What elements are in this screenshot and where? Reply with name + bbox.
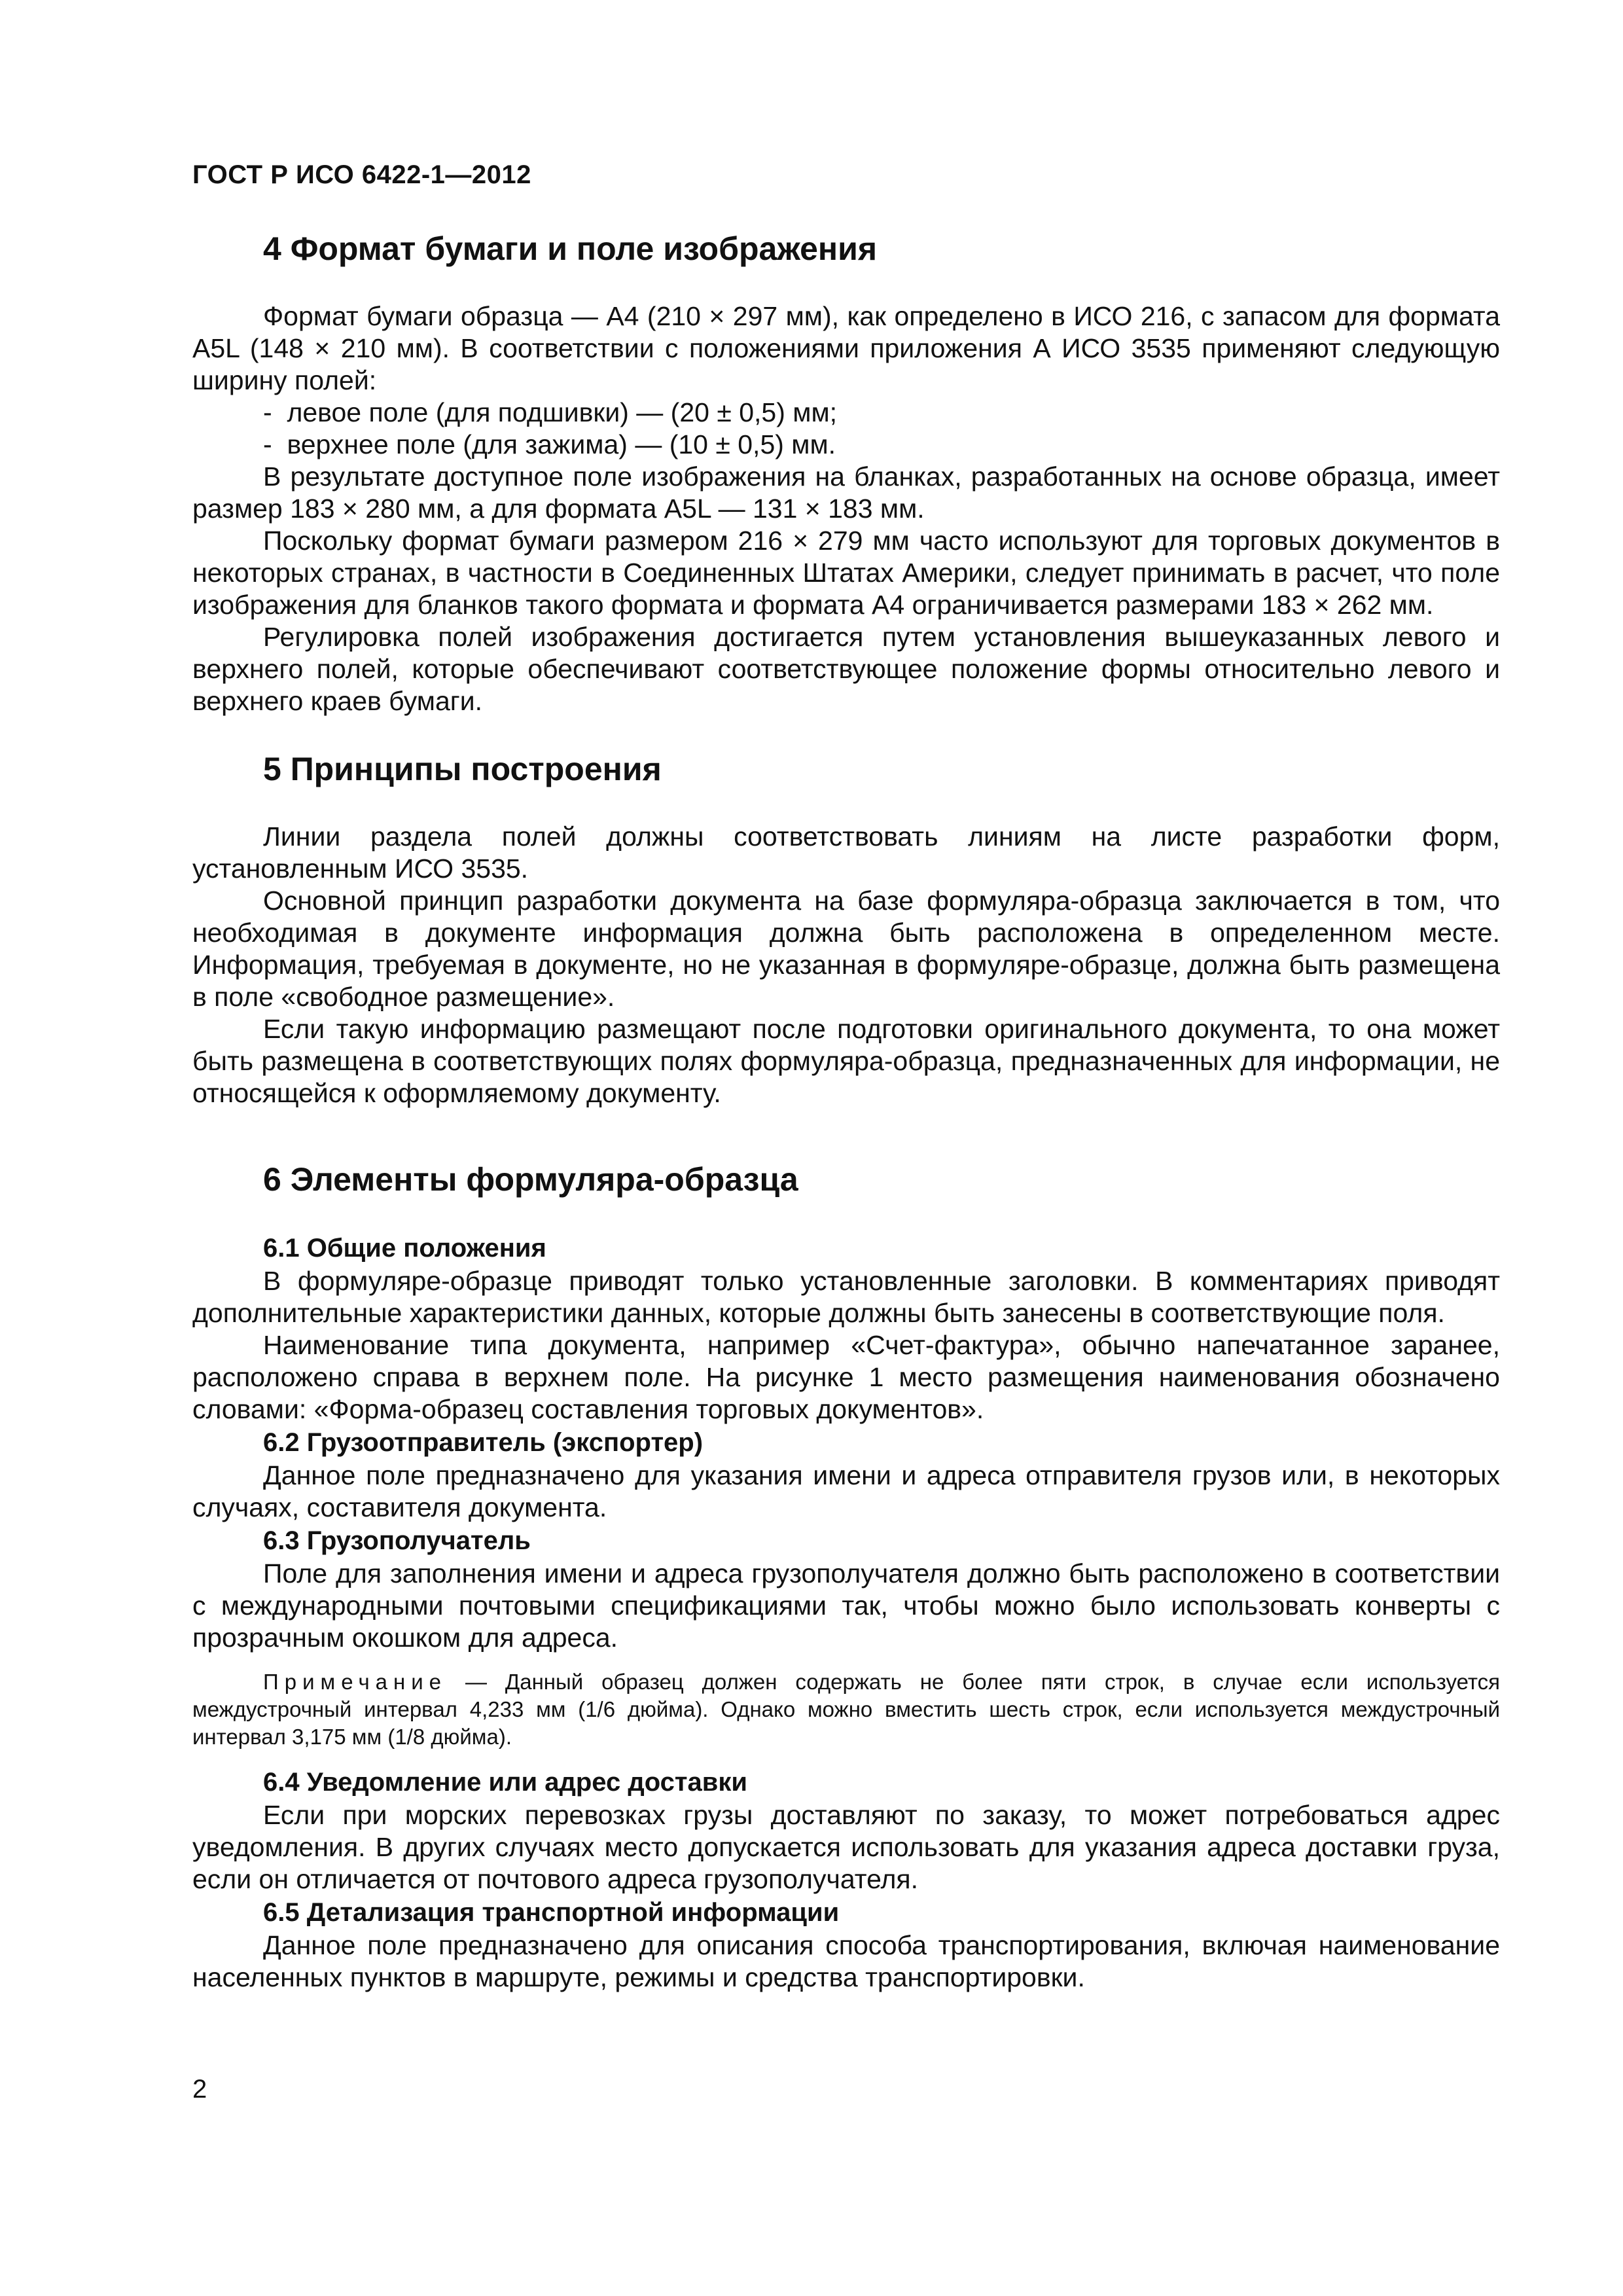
document-header: ГОСТ Р ИСО 6422-1—2012 [192, 160, 531, 189]
subsection-6-3-paragraph-1: Поле для заполнения имени и адреса грузополучателя должно быть расположено в соответствии с международными почтовыми спецификациями так, чтобы можно было использовать конверты с прозрачным окошком для адреса. [192, 1558, 1500, 1653]
section-5-paragraph-3: Если такую информацию размещают после подготовки оригинального документа, то она может быть размещена в соответствующих полях формуляра-образца, предназначенных для информации, не относящейся к оформляемому документу. [192, 1014, 1500, 1108]
note [192, 1668, 1500, 1751]
subsection-6-1-paragraph-2: Наименование типа документа, например «Счет-фактура», обычно напечатанное заранее, расположено справа в верхнем поле. На рисунке 1 место размещения наименования обозначено словами: «Форма-образец составления торговых документов». [192, 1330, 1500, 1424]
note-text: — Данный образец должен содержать не более пяти строк, в случае если используется междустрочный интервал 4,233 мм (1/6 дюйма). Однако можно вместить шесть строк, если используется междустрочный интервал 3,175 мм (1/8 дюйма). [192, 1670, 1500, 1749]
subsection-6-2-paragraph-1: Данное поле предназначено для указания имени и адреса отправителя грузов или, в некоторых случаях, составителя документа. [192, 1460, 1500, 1522]
section-4-paragraph-1: Формат бумаги образца — А4 (210 × 297 мм), как определено в ИСО 216, с запасом для формата А5L (148 × 210 мм). В соответствии с положениями приложения А ИСО 3535 применяют следующую ширину полей: [192, 301, 1500, 395]
subsection-6-4-paragraph-1: Если при морских перевозках грузы доставляют по заказу, то может потребоваться адрес уведомления. В других случаях место допускается использовать для указания адреса доставки груза, если он отличается от почтового адреса грузополучателя. [192, 1800, 1500, 1894]
section-4-list [192, 397, 1500, 461]
subsection-6-4-title: 6.4 Уведомление или адрес доставки [263, 1768, 747, 1797]
note-label: Примечание [263, 1670, 448, 1694]
section-5-title: 5 Принципы построения [263, 751, 662, 787]
subsection-6-2-title: 6.2 Грузоотправитель (экспортер) [263, 1428, 704, 1457]
page-number: 2 [192, 2075, 207, 2104]
section-4-paragraph-3: Поскольку формат бумаги размером 216 × 279 мм часто используют для торговых документов в некоторых странах, в частности в Соединенных Штатах Америки, следует принимать в расчет, что поле изображения для бланков такого формата и формата А4 ограничивается размерами 183 × 262 мм. [192, 526, 1500, 620]
list-item: - верхнее поле (для зажима) — (10 ± 0,5) мм. [263, 429, 1500, 461]
section-5-paragraph-2: Основной принцип разработки документа на базе формуляра-образца заключается в том, что необходимая в документе информация должна быть расположена в определенном месте. Информация, требуемая в документе, но не указанная в формуляре-образце, должна быть размещена в поле «свободное размещение». [192, 886, 1500, 1012]
section-4-paragraph-4: Регулировка полей изображения достигается путем установления вышеуказанных левого и верхнего полей, которые обеспечивают соответствующее положение формы относительно левого и верхнего краев бумаги. [192, 622, 1500, 716]
subsection-6-5-paragraph-1: Данное поле предназначено для описания способа транспортирования, включая наименование населенных пунктов в маршруте, режимы и средства транспортировки. [192, 1930, 1500, 1992]
subsection-6-5-title: 6.5 Детализация транспортной информации [263, 1898, 840, 1927]
section-4-title: 4 Формат бумаги и поле изображения [263, 230, 878, 267]
subsection-6-1-paragraph-1: В формуляре-образце приводят только установленные заголовки. В комментариях приводят дополнительные характеристики данных, которые должны быть занесены в соответствующие поля. [192, 1266, 1500, 1328]
section-5-paragraph-1: Линии раздела полей должны соответствовать линиям на листе разработки форм, установленным ИСО 3535. [192, 821, 1500, 884]
list-item: - левое поле (для подшивки) — (20 ± 0,5) мм; [263, 397, 1500, 429]
section-6-title: 6 Элементы формуляра-образца [263, 1161, 798, 1198]
subsection-6-3-title: 6.3 Грузополучатель [263, 1526, 531, 1555]
section-4-paragraph-2: В результате доступное поле изображения на бланках, разработанных на основе образца, имеет размер 183 × 280 мм, а для формата А5L — 131 × 183 мм. [192, 461, 1500, 524]
page-content [192, 226, 1500, 1994]
subsection-6-1-title: 6.1 Общие положения [263, 1234, 546, 1263]
